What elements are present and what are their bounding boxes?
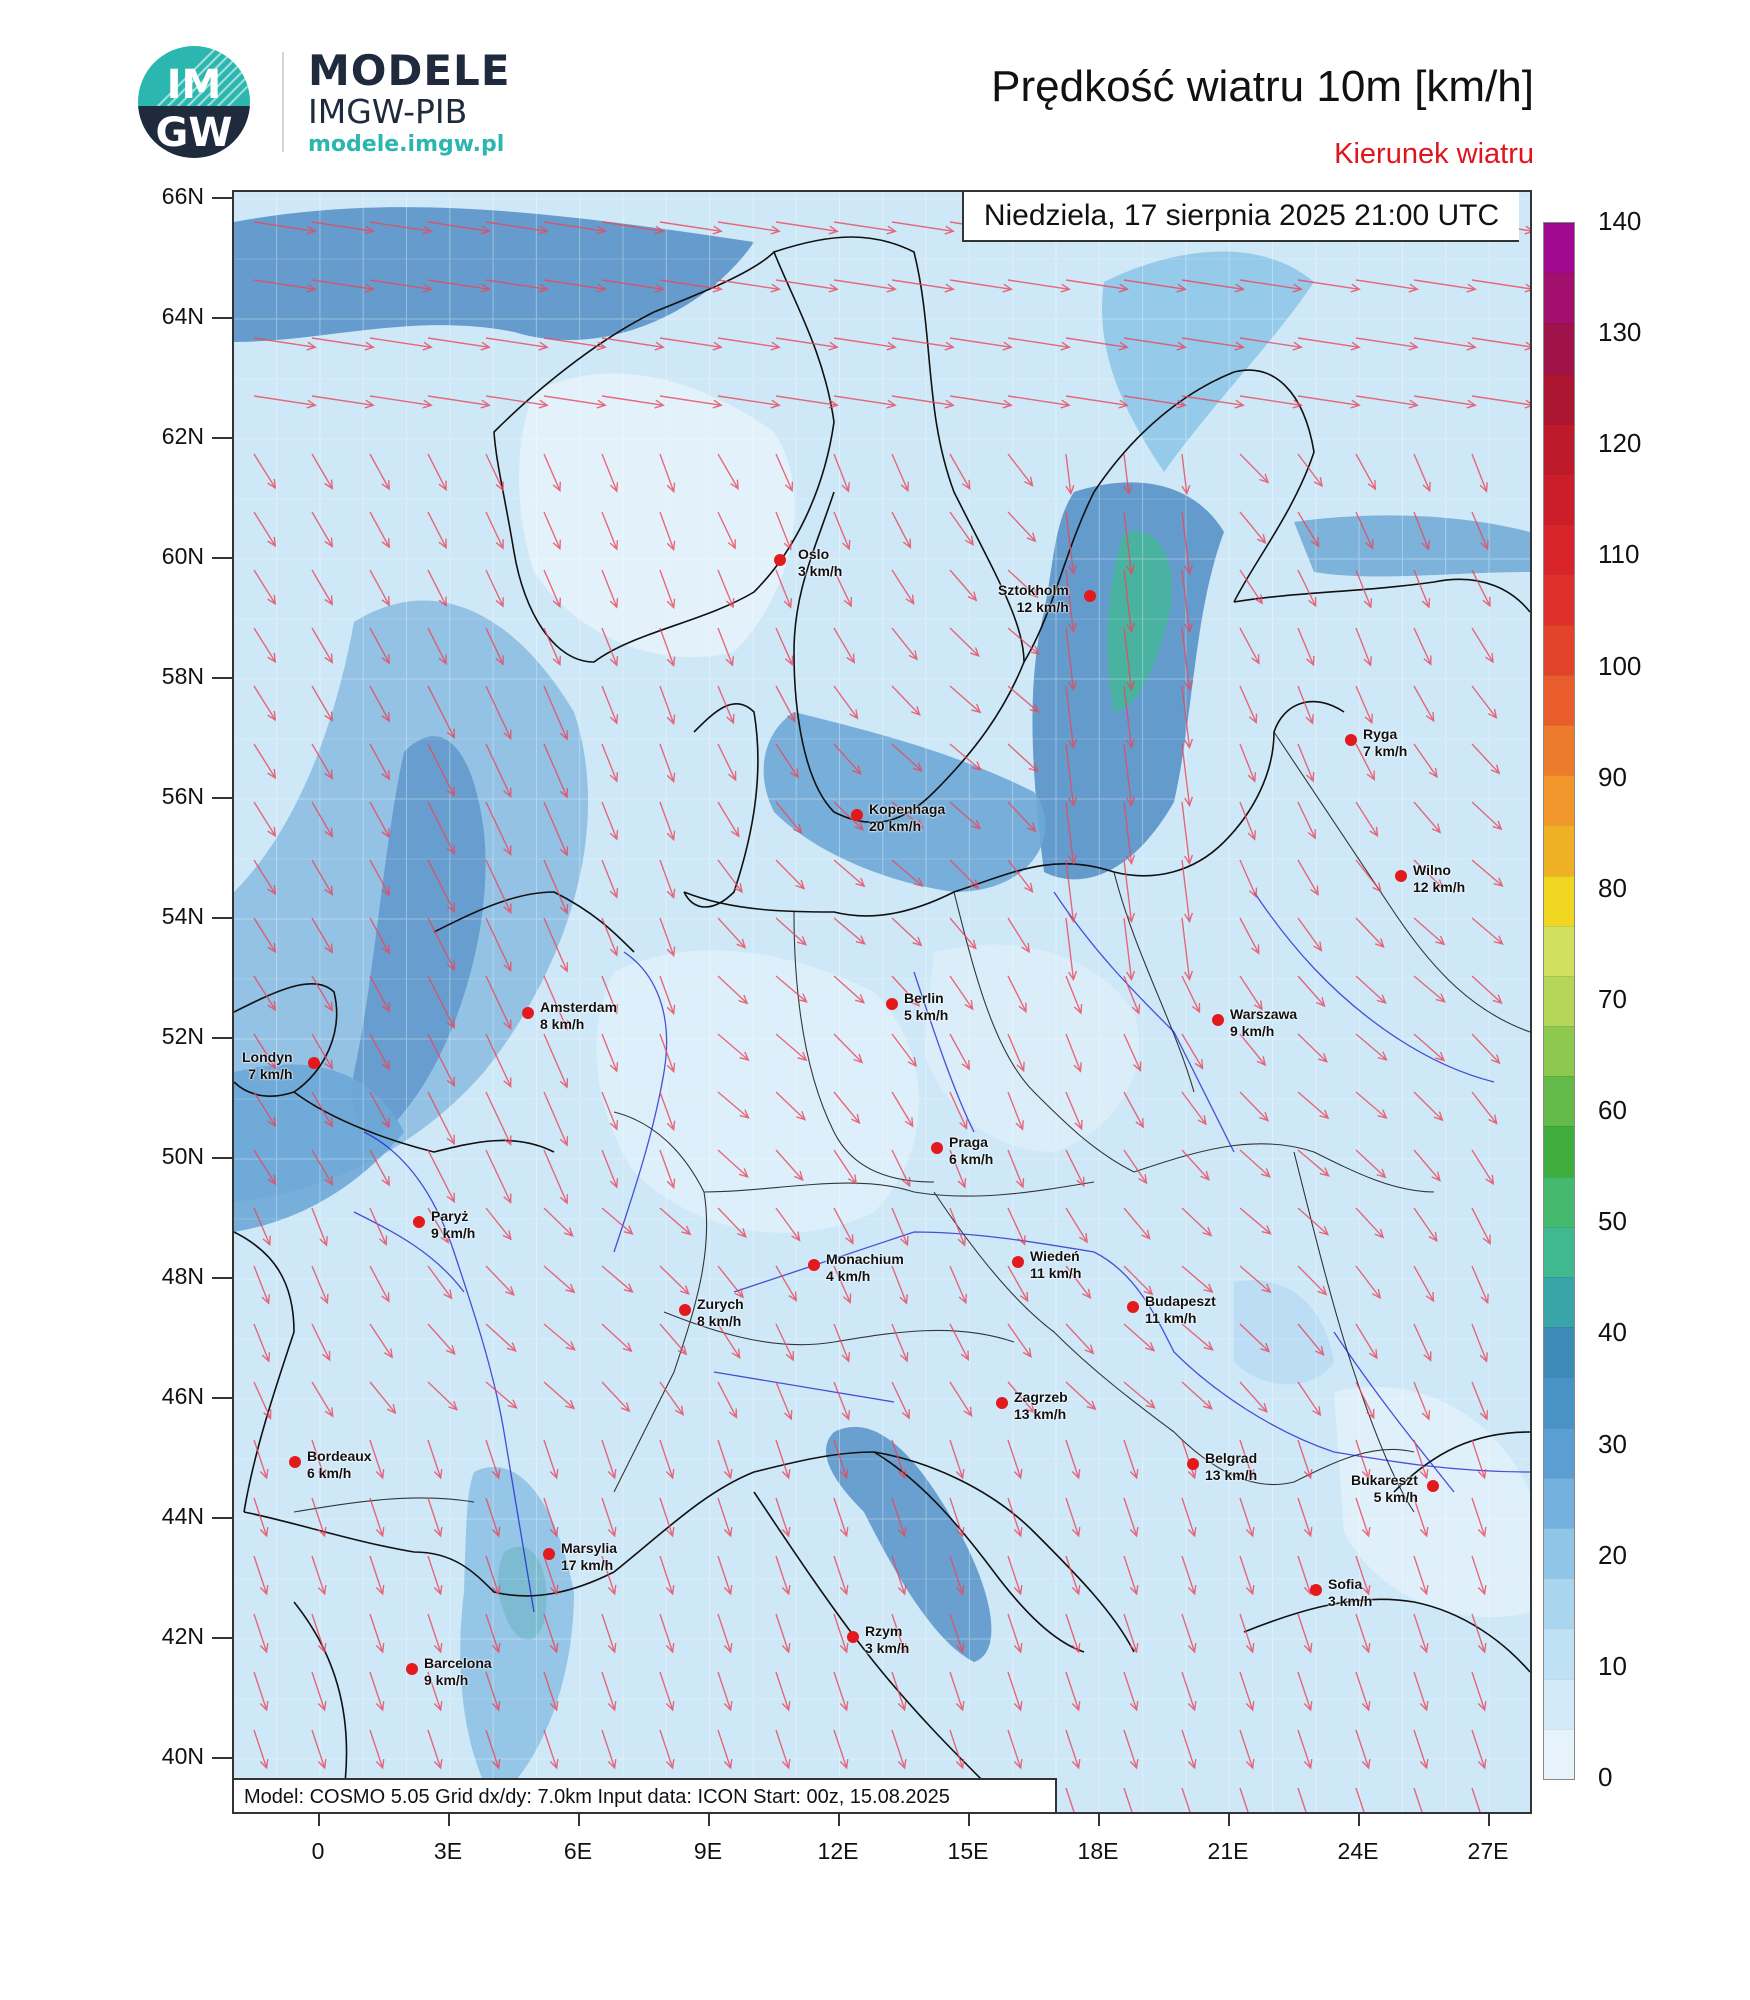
lon-tick: [1098, 1812, 1100, 1826]
city-label: [1363, 726, 1407, 760]
lat-tick: [212, 437, 232, 439]
colorbar-segment: [1544, 1277, 1574, 1327]
lat-tick: [212, 1757, 232, 1759]
lon-label: 12E: [817, 1838, 859, 1864]
lat-tick: [212, 677, 232, 679]
city-label: [1145, 1293, 1216, 1327]
city-wind-speed: 7 km/h: [1363, 743, 1408, 759]
lon-tick: [708, 1812, 710, 1826]
city-marker: [1187, 1458, 1199, 1470]
city-marker: [1395, 870, 1407, 882]
lon-tick: [1358, 1812, 1360, 1826]
city-name: Kopenhaga: [869, 801, 946, 817]
city-label: [697, 1296, 744, 1330]
map-subtitle: Kierunek wiatru: [1334, 138, 1534, 170]
city-marker: [522, 1007, 534, 1019]
colorbar-segment: [1544, 1177, 1574, 1227]
city-marker: [1127, 1301, 1139, 1313]
lat-label: 58N: [161, 663, 204, 689]
colorbar-segment: [1544, 675, 1574, 725]
colorbar-segment: [1544, 273, 1574, 323]
lon-label: 6E: [563, 1838, 593, 1864]
colorbar-label: 60: [1598, 1095, 1627, 1126]
city-wind-speed: 12 km/h: [1016, 599, 1069, 615]
city-name: Zurych: [697, 1296, 744, 1312]
city-label: [561, 1540, 617, 1574]
lat-tick: [212, 557, 232, 559]
colorbar-label: 70: [1598, 984, 1627, 1014]
lat-tick: [212, 1037, 232, 1039]
colorbar-segment: [1544, 1126, 1574, 1176]
colorbar-segment: [1544, 1026, 1574, 1076]
brand-url[interactable]: modele.imgw.pl: [308, 132, 505, 157]
lat-label: 42N: [161, 1623, 204, 1649]
city-label: [865, 1623, 909, 1657]
city-label: [540, 999, 617, 1033]
city-marker: [679, 1304, 691, 1316]
colorbar-segment: [1544, 424, 1574, 474]
city-marker: [1212, 1014, 1224, 1026]
lat-tick: [212, 1277, 232, 1279]
colorbar-label: 110: [1598, 539, 1640, 570]
city-name: Bordeaux: [307, 1448, 372, 1464]
city-name: Praga: [949, 1134, 988, 1150]
lat-label: 62N: [161, 423, 204, 449]
lat-label: 56N: [161, 783, 204, 809]
city-wind-speed: 3 km/h: [798, 563, 843, 579]
colorbar-segment: [1544, 625, 1574, 675]
city-name: Rzym: [865, 1623, 903, 1639]
city-marker: [1427, 1480, 1439, 1492]
lon-tick: [968, 1812, 970, 1826]
city-label: [307, 1448, 372, 1482]
city-name: Sofia: [1328, 1576, 1363, 1592]
city-marker: [1345, 734, 1357, 746]
lat-label: 64N: [161, 303, 204, 329]
colorbar-segment: [1544, 775, 1574, 825]
colorbar-segment: [1544, 1428, 1574, 1478]
colorbar-segment: [1544, 474, 1574, 524]
city-wind-speed: 5 km/h: [1373, 1489, 1418, 1505]
city-wind-speed: 13 km/h: [1014, 1406, 1067, 1422]
colorbar-segment: [1544, 1578, 1574, 1628]
city-name: Zagrzeb: [1014, 1389, 1068, 1405]
colorbar-label: 140: [1598, 206, 1642, 236]
lat-tick: [212, 1517, 232, 1519]
city-name: Barcelona: [424, 1655, 492, 1671]
wind-map: [232, 190, 1532, 1814]
imgw-logo: [132, 42, 262, 162]
city-name: Sztokholm: [998, 582, 1069, 598]
lon-label: 15E: [947, 1838, 989, 1864]
brand-org: IMGW-PIB: [308, 92, 468, 131]
city-name: Paryż: [431, 1208, 469, 1224]
city-name: Wiedeń: [1030, 1248, 1080, 1264]
colorbar-segment: [1544, 1679, 1574, 1729]
city-wind-speed: 20 km/h: [869, 818, 922, 834]
city-name: Oslo: [798, 546, 830, 562]
lat-tick: [212, 797, 232, 799]
lat-tick: [212, 1397, 232, 1399]
colorbar-segment: [1544, 1327, 1574, 1377]
city-wind-speed: 12 km/h: [1413, 879, 1466, 895]
lat-tick: [212, 1157, 232, 1159]
city-marker: [308, 1057, 320, 1069]
city-label: [1230, 1006, 1297, 1040]
city-wind-speed: 13 km/h: [1205, 1467, 1258, 1483]
city-name: Wilno: [1413, 862, 1451, 878]
city-label: [798, 546, 842, 580]
lon-label: 3E: [433, 1838, 463, 1864]
colorbar-segment: [1544, 1076, 1574, 1126]
brand-name: MODELE: [308, 46, 511, 95]
lon-tick: [838, 1812, 840, 1826]
city-name: Bukareszt: [1351, 1472, 1418, 1488]
colorbar-segment: [1544, 976, 1574, 1026]
colorbar-segment: [1544, 574, 1574, 624]
wind-speed-colorbar: [1543, 222, 1575, 1780]
colorbar-segment: [1544, 1377, 1574, 1427]
colorbar-label: 90: [1598, 761, 1627, 792]
colorbar-segment: [1544, 876, 1574, 926]
city-wind-speed: 8 km/h: [540, 1016, 585, 1032]
city-name: Berlin: [904, 990, 944, 1006]
model-info-label: Model: COSMO 5.05 Grid dx/dy: 7.0km Input data: ICON Start: 00z, 15.08.2025: [234, 1778, 1057, 1812]
colorbar-segment: [1544, 323, 1574, 373]
lat-label: 54N: [161, 903, 204, 929]
wind-field: [234, 192, 1530, 1812]
city-name: Warszawa: [1230, 1006, 1298, 1022]
city-marker: [931, 1142, 943, 1154]
city-wind-speed: 11 km/h: [1145, 1310, 1197, 1326]
city-marker: [289, 1456, 301, 1468]
city-label: [869, 801, 945, 835]
lat-label: 46N: [161, 1383, 204, 1409]
city-marker: [996, 1397, 1008, 1409]
lat-label: 50N: [161, 1143, 204, 1169]
city-name: Londyn: [242, 1049, 293, 1065]
lat-label: 60N: [161, 543, 204, 569]
city-wind-speed: 8 km/h: [697, 1313, 742, 1329]
lon-tick: [578, 1812, 580, 1826]
lat-tick: [212, 1637, 232, 1639]
colorbar-segment: [1544, 1628, 1574, 1678]
lat-label: 66N: [161, 183, 204, 209]
colorbar-label: 80: [1598, 872, 1627, 903]
city-label: [424, 1655, 492, 1689]
colorbar-segment: [1544, 725, 1574, 775]
lon-tick: [1488, 1812, 1490, 1826]
colorbar-label: 100: [1598, 650, 1642, 681]
city-marker: [851, 809, 863, 821]
city-marker: [847, 1631, 859, 1643]
lat-tick: [212, 917, 232, 919]
lat-tick: [212, 317, 232, 319]
city-name: Monachium: [826, 1251, 904, 1267]
city-name: Amsterdam: [540, 999, 618, 1015]
city-marker: [406, 1663, 418, 1675]
lat-label: 52N: [161, 1023, 204, 1049]
city-wind-speed: 4 km/h: [826, 1268, 871, 1284]
city-wind-speed: 11 km/h: [1030, 1265, 1082, 1281]
svg-text:GW: GW: [155, 110, 233, 156]
colorbar-label: 30: [1598, 1428, 1627, 1459]
city-label: [1351, 1472, 1418, 1506]
lon-label: 18E: [1077, 1838, 1119, 1864]
map-title: Prędkość wiatru 10m [km/h]: [991, 62, 1534, 111]
colorbar-segment: [1544, 524, 1574, 574]
city-name: Ryga: [1363, 726, 1398, 742]
colorbar-segment: [1544, 926, 1574, 976]
city-marker: [774, 554, 786, 566]
colorbar-segment: [1544, 825, 1574, 875]
city-name: Budapeszt: [1145, 1293, 1216, 1309]
city-wind-speed: 3 km/h: [1328, 1593, 1373, 1609]
colorbar-label: 20: [1598, 1539, 1627, 1570]
city-label: [242, 1049, 293, 1083]
city-marker: [886, 998, 898, 1010]
city-label: [826, 1251, 904, 1285]
colorbar-segment: [1544, 374, 1574, 424]
colorbar-label: 10: [1598, 1650, 1627, 1681]
colorbar-label: 130: [1598, 317, 1642, 348]
lat-label: 48N: [161, 1263, 204, 1289]
lat-label: 40N: [161, 1743, 204, 1769]
city-name: Belgrad: [1205, 1450, 1258, 1466]
city-wind-speed: 5 km/h: [904, 1007, 949, 1023]
colorbar-label: 50: [1598, 1206, 1627, 1237]
colorbar-segment: [1544, 1729, 1574, 1779]
city-label: [998, 582, 1069, 616]
city-wind-speed: 3 km/h: [865, 1640, 910, 1656]
city-wind-speed: 9 km/h: [424, 1672, 469, 1688]
city-name: Marsylia: [561, 1540, 618, 1556]
city-wind-speed: 9 km/h: [1230, 1023, 1275, 1039]
city-marker: [1310, 1584, 1322, 1596]
colorbar-segment: [1544, 1478, 1574, 1528]
lon-label: 27E: [1467, 1838, 1509, 1864]
colorbar-segment: [1544, 1227, 1574, 1277]
colorbar-label: 40: [1598, 1317, 1627, 1348]
lat-label: 44N: [161, 1503, 204, 1529]
lon-label: 9E: [693, 1838, 723, 1864]
city-marker: [543, 1548, 555, 1560]
city-marker: [1084, 590, 1096, 602]
valid-time-label: Niedziela, 17 sierpnia 2025 21:00 UTC: [962, 192, 1519, 242]
city-marker: [413, 1216, 425, 1228]
lon-label: 24E: [1337, 1838, 1379, 1864]
city-label: [904, 990, 948, 1024]
city-label: [1413, 862, 1465, 896]
city-label: [1014, 1389, 1068, 1423]
city-marker: [1012, 1256, 1024, 1268]
city-wind-speed: 7 km/h: [248, 1066, 293, 1082]
lat-tick: [212, 197, 232, 199]
lon-tick: [448, 1812, 450, 1826]
colorbar-segment: [1544, 1528, 1574, 1578]
colorbar-label: 0: [1598, 1762, 1613, 1792]
svg-text:IM: IM: [166, 62, 222, 108]
city-label: [1328, 1576, 1372, 1610]
lon-label: 21E: [1207, 1838, 1249, 1864]
lon-tick: [318, 1812, 320, 1826]
city-wind-speed: 9 km/h: [431, 1225, 476, 1241]
city-label: [431, 1208, 475, 1242]
city-marker: [808, 1259, 820, 1271]
colorbar-label: 120: [1598, 428, 1642, 459]
lon-label: 0: [311, 1838, 325, 1864]
city-label: [949, 1134, 993, 1168]
colorbar-segment: [1544, 223, 1574, 273]
city-wind-speed: 6 km/h: [949, 1151, 994, 1167]
lon-tick: [1228, 1812, 1230, 1826]
city-wind-speed: 17 km/h: [561, 1557, 614, 1573]
city-label: [1205, 1450, 1257, 1484]
logo-divider: [282, 52, 284, 152]
city-label: [1030, 1248, 1081, 1282]
city-wind-speed: 6 km/h: [307, 1465, 352, 1481]
